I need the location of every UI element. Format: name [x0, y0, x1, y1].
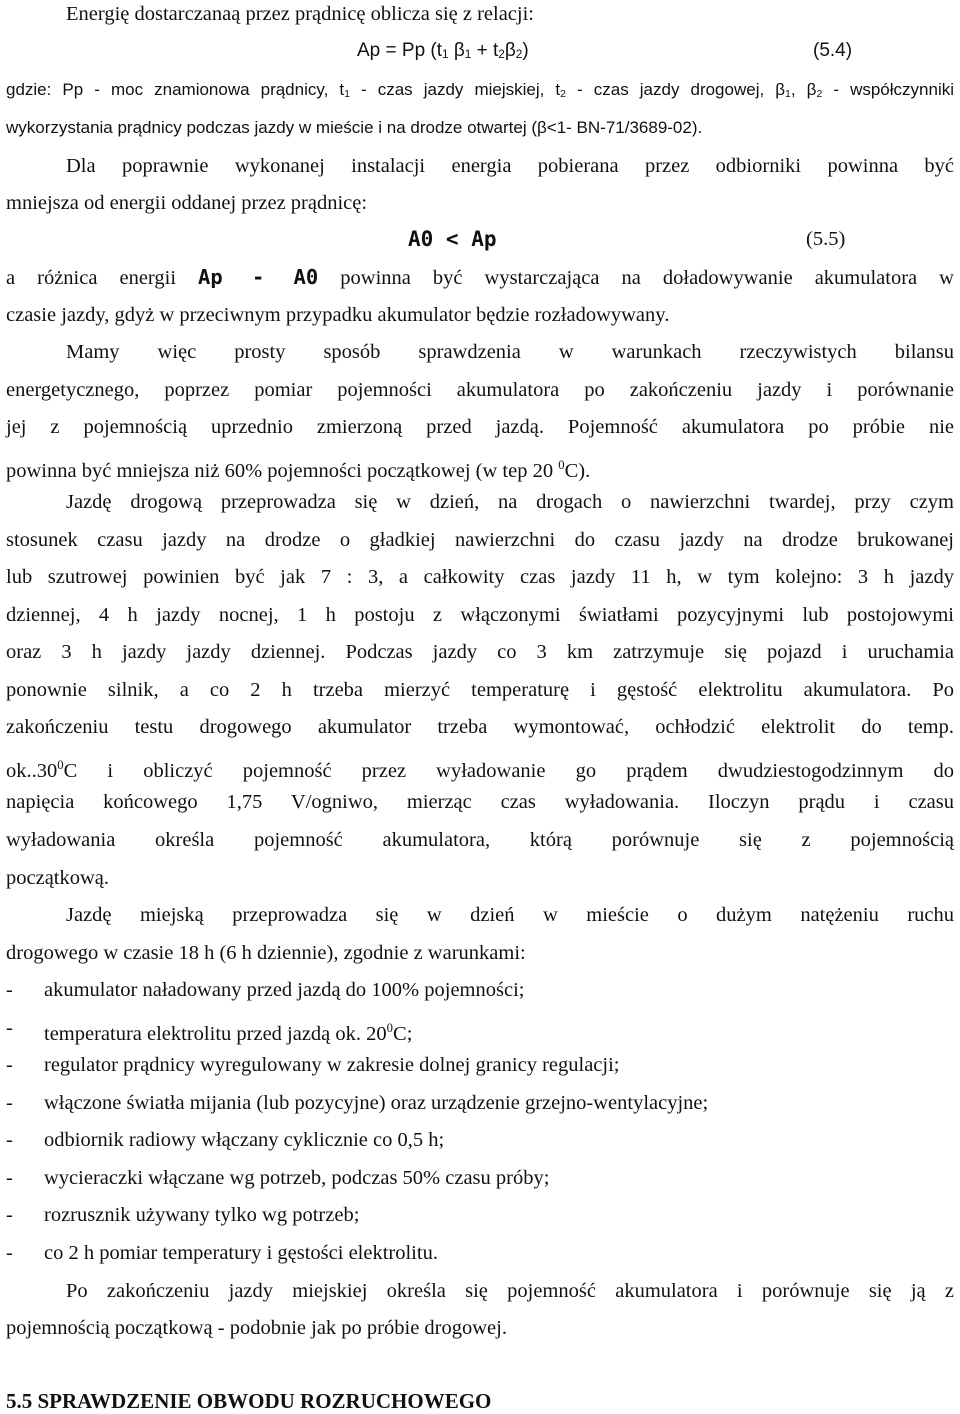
list-bullet: -: [6, 1092, 13, 1114]
list-item: odbiornik radiowy włączany cyklicznie co 0,5 h;: [44, 1129, 445, 1151]
paragraph-line: początkową.: [6, 867, 110, 889]
equation-5-4: Ap = Pp ($t_1$ $\beta_1 + t_2\beta_2$): [357, 40, 529, 61]
paragraph-line: powinna być mniejsza niż 60% pojemności początkowej (w tep 20 $^0$C).: [6, 458, 591, 482]
paragraph-line: zakończeniu testu drogowego akumulator trzeba wymontować, ochłodzić elektrolit do temp.: [6, 716, 954, 738]
list-bullet: -: [6, 1017, 13, 1039]
list-item: rozrusznik używany tylko wg potrzeb;: [44, 1204, 360, 1226]
paragraph-line: energetycznego, poprzez pomiar pojemności akumulatora po zakończeniu jazdy i porównanie: [6, 379, 954, 401]
list-item: co 2 h pomiar temperatury i gęstości elektrolitu.: [44, 1242, 438, 1264]
list-bullet: -: [6, 1167, 13, 1189]
paragraph-line: jej z pojemnością uprzednio zmierzoną przed jazdą. Pojemność akumulatora po próbie nie: [6, 416, 954, 438]
paragraph-line: oraz 3 h jazdy jazdy dziennej. Podczas jazdy co 3 km zatrzymuje się pojazd i uruchamia: [6, 641, 954, 663]
paragraph-line: Mamy więc prosty sposób sprawdzenia w warunkach rzeczywistych bilansu: [66, 341, 954, 363]
list-bullet: -: [6, 979, 13, 1001]
paragraph-line: czasie jazdy, gdyż w przeciwnym przypadku akumulator będzie rozładowywany.: [6, 304, 670, 326]
paragraph-line: stosunek czasu jazdy na drodze o gładkiej nawierzchni do czasu jazdy na drodze brukowanej: [6, 529, 954, 551]
paragraph-line: a różnica energii Ap - A0 powinna być wystarczająca na doładowywanie akumulatora w: [6, 265, 954, 289]
section-heading: 5.5 SPRAWDZENIE OBWODU ROZRUCHOWEGO: [6, 1389, 492, 1413]
paragraph-line: napięcia końcowego 1,75 V/ogniwo, mierząc czas wyładowania. Iloczyn prądu i czasu: [6, 791, 954, 813]
paragraph-line: gdzie: Pp - moc znamionowa prądnicy, $t_1$ - czas jazdy miejskiej, $t_2$ - czas jazdy drogowej, $\beta_1$, $\beta_2$ - współczynniki: [6, 80, 954, 100]
list-item: temperatura elektrolitu przed jazdą ok. $20^0C$;: [44, 1021, 413, 1045]
paragraph-line: Energię dostarczanaą przez prądnicę oblicza się z relacji:: [66, 3, 534, 25]
paragraph-line: drogowego w czasie 18 h (6 h dziennie), zgodnie z warunkami:: [6, 942, 526, 964]
list-bullet: -: [6, 1054, 13, 1076]
paragraph-line: ok..30$^0$C i obliczyć pojemność przez wyładowanie go prądem dwudziestogodzinnym do: [6, 758, 954, 782]
paragraph-line: Dla poprawnie wykonanej instalacji energia pobierana przez odbiorniki powinna być: [66, 155, 954, 177]
paragraph-line: ponownie silnik, a co 2 h trzeba mierzyć temperaturę i gęstość elektrolitu akumulatora. Po: [6, 679, 954, 701]
equation-number: (5.5): [806, 228, 846, 250]
equation-number: (5.4): [813, 40, 853, 61]
list-item: wycieraczki włączane wg potrzeb, podczas 50% czasu próby;: [44, 1167, 550, 1189]
paragraph-line: lub szutrowej powinien być jak 7 : 3, a całkowity czas jazdy 11 h, w tym kolejno: 3 h jazdy: [6, 566, 954, 588]
list-bullet: -: [6, 1129, 13, 1151]
list-bullet: -: [6, 1242, 13, 1264]
list-item: akumulator naładowany przed jazdą do 100% pojemności;: [44, 979, 525, 1001]
paragraph-line: Po zakończeniu jazdy miejskiej określa się pojemność akumulatora i porównuje się ją z: [66, 1280, 954, 1302]
list-bullet: -: [6, 1204, 13, 1226]
paragraph-line: wyładowania określa pojemność akumulatora, którą porównuje się z pojemnością: [6, 829, 954, 851]
paragraph-line: pojemnością początkową - podobnie jak po próbie drogowej.: [6, 1317, 507, 1339]
list-item: włączone światła mijania (lub pozycyjne) oraz urządzenie grzejno-wentylacyjne;: [44, 1092, 709, 1114]
paragraph-line: Jazdę drogową przeprowadza się w dzień, na drogach o nawierzchni twardej, przy czym: [66, 491, 954, 513]
equation-5-5: A0 < Ap: [408, 227, 497, 251]
list-item: regulator prądnicy wyregulowany w zakresie dolnej granicy regulacji;: [44, 1054, 620, 1076]
paragraph-line: Jazdę miejską przeprowadza się w dzień w mieście o dużym natężeniu ruchu: [66, 904, 954, 926]
paragraph-line: mniejsza od energii oddanej przez prądnicę:: [6, 192, 368, 214]
paragraph-line: dziennej, 4 h jazdy nocnej, 1 h postoju z włączonymi światłami pozycyjnymi lub postojowymi: [6, 604, 954, 626]
paragraph-line: wykorzystania prądnicy podczas jazdy w mieście i na drodze otwartej (β<1- BN-71/3689-02).: [6, 118, 703, 137]
